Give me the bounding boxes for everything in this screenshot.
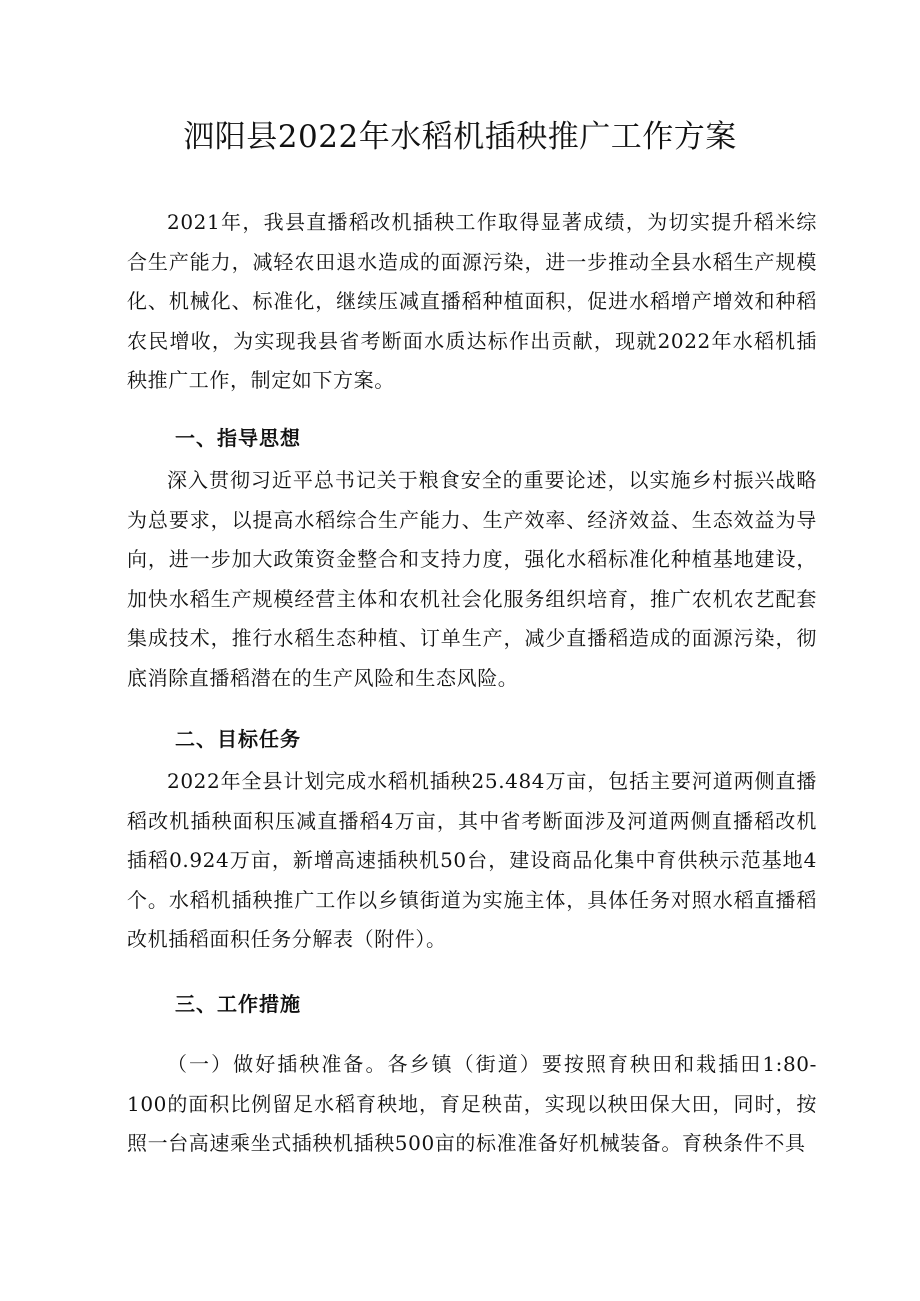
section-paragraph-guiding-ideology: 深入贯彻习近平总书记关于粮食安全的重要论述，以实施乡村振兴战略为总要求，以提高水稻综合生产能力、生产效率、经济效益、生态效益为导向，进一步加大政策资金整合和支持力度，强化水稻标准化种植基地建设，加快水稻生产规模经营主体和农机社会化服务组织培育，推广农机农艺配套集成技术，推行水稻生态种植、订单生产，减少直播稻造成的面源污染，彻底消除直播稻潜在的生产风险和生态风险。 (127, 468, 817, 690)
document-title: 泗阳县2022年水稻机插秧推广工作方案 (183, 119, 737, 155)
section-heading-guiding-ideology: 一、指导思想 (175, 426, 301, 450)
intro-paragraph: 2021年，我县直播稻改机插秧工作取得显著成绩，为切实提升稻米综合生产能力，减轻农田退水造成的面源污染，进一步推动全县水稻生产规模化、机械化、标准化，继续压减直播稻种植面积，促进水稻增产增效和种稻农民增收，为实现我县省考断面水质达标作出贡献，现就2022年水稻机插秧推广工作，制定如下方案。 (127, 210, 817, 393)
section-heading-measures: 三、工作措施 (175, 992, 301, 1016)
section-heading-targets: 二、目标任务 (175, 727, 301, 751)
section-paragraph-targets: 2022年全县计划完成水稻机插秧25.484万亩，包括主要河道两侧直播稻改机插秧面积压减直播稻4万亩，其中省考断面涉及河道两侧直播稻改机插稻0.924万亩，新增高速插秧机50台，建设商品化集中育供秧示范基地4个。水稻机插秧推广工作以乡镇街道为实施主体，具体任务对照水稻直播稻改机插稻面积任务分解表（附件）。 (127, 769, 817, 952)
section-paragraph-measures: （一）做好插秧准备。各乡镇（街道）要按照育秧田和栽插田1:80-100的面积比例留足水稻育秧地，育足秧苗，实现以秧田保大田，同时，按照一台高速乘坐式插秧机插秧500亩的标准准备好机械装备。育秧条件不具 (127, 1052, 817, 1156)
